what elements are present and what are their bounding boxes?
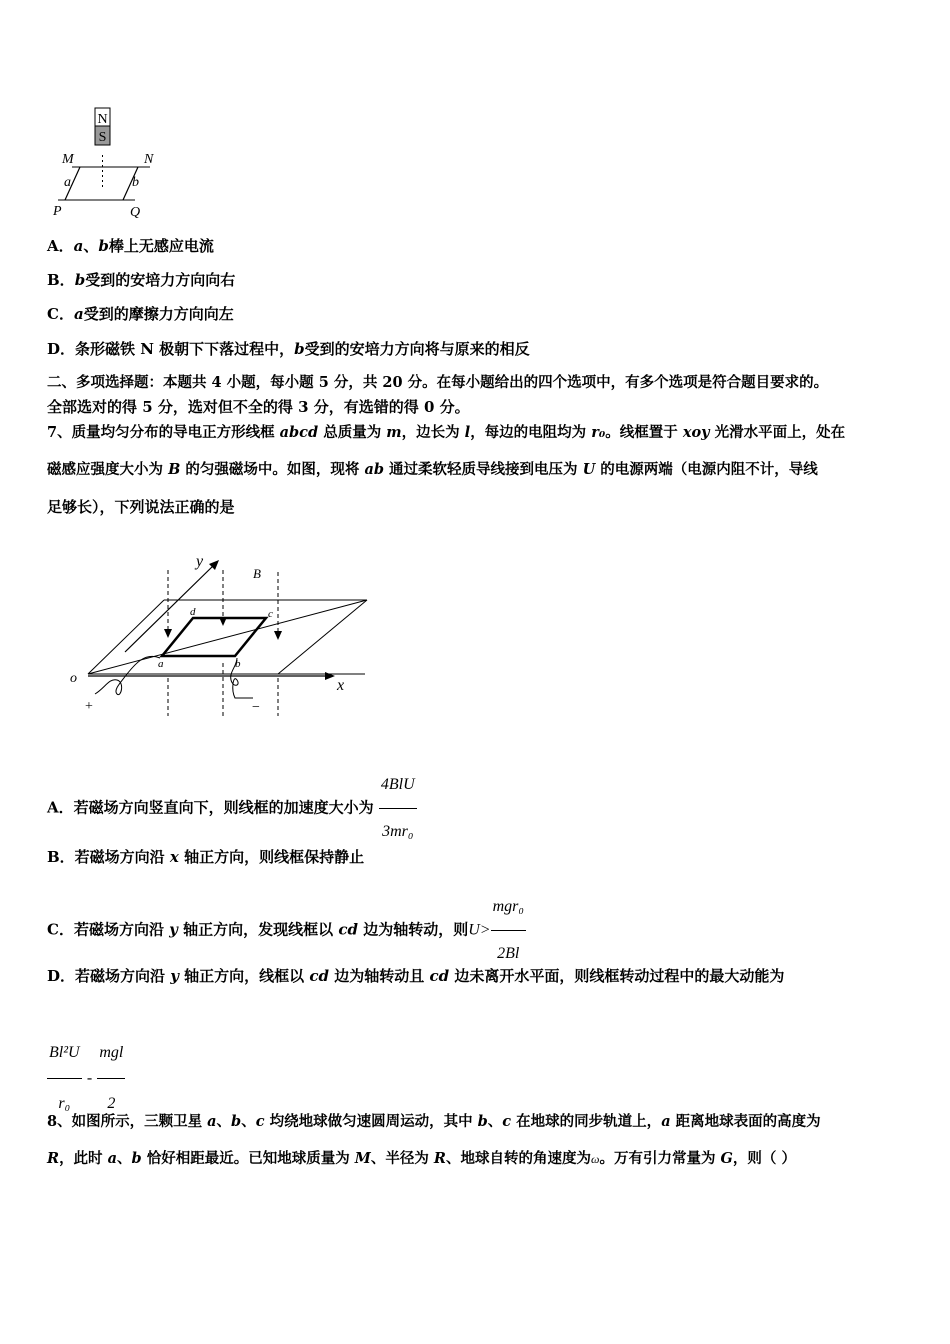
section-heading: 二、多项选择题：本题共 4 小题，每小题 5 分，共 20 分。在每小题给出的四个选项中，有多个选项是符合题目要求的。 (47, 374, 829, 391)
vertex-b-label: b (235, 658, 241, 670)
plus-terminal-label: + (85, 699, 93, 714)
q8-stem-line2: R，此时 a、b 恰好相距最近。已知地球质量为 M、半径为 R、地球自转的角速度为ω。万有引力常量为 G，则（ ） (47, 1150, 796, 1167)
label-b: b (132, 175, 139, 190)
fraction-d1: $\frac{\text{Bl²U}}{\text{r₀}}$ (47, 1028, 82, 1129)
magnet-s-label: S (98, 130, 107, 145)
q7-option-c: C．若磁场方向沿 y 轴正方向，发现线框以 cd 边为轴转动，则U> $\frac{\text{mgr₀}}{2Bl}$ (47, 884, 526, 977)
label-N: N (144, 152, 154, 167)
label-a: a (64, 175, 71, 190)
q6-option-d: D．条形磁铁 N 极朝下下落过程中，b受到的安培力方向将与原来的相反 (47, 340, 530, 358)
field-B-label: B (253, 566, 261, 581)
q6-option-a: A．a、b棒上无感应电流 (47, 237, 214, 255)
fraction-d2: $\frac{\text{mgl}}{2}$ (97, 1028, 125, 1129)
frame-field-figure (65, 548, 385, 720)
vertex-c-label: c (268, 608, 273, 620)
q7-stem-line3: 足够长），下列说法正确的是 (47, 498, 235, 516)
q7-stem-line1: 7、质量均匀分布的导电正方形线框 abcd 总质量为 m，边长为 l，每边的电阻均为 r₀。线框置于 xoy 光滑水平面上，处在 (47, 424, 846, 441)
q7-stem-line2: 磁感应强度大小为 B 的匀强磁场中。如图，现将 ab 通过柔软轻质导线接到电压为 U 的电源两端（电源内阻不计，导线 (47, 461, 818, 478)
label-Q: Q (130, 205, 141, 220)
q7-option-d-expression: $\frac{\text{Bl²U}}{\text{r₀}}$ - $\frac{\text{mgl}}{2}$ (47, 1028, 125, 1129)
q8-stem-line1: 8、如图所示，三颗卫星 a、b、c 均绕地球做匀速圆周运动，其中 b、c 在地球的同步轨道上，a 距离地球表面的高度为 (47, 1113, 821, 1130)
label-P: P (53, 204, 62, 219)
magnet-n-label: N (97, 112, 108, 127)
fraction-a: $\frac{\text{4BlU}}{\text{3mr₀}}$ (379, 762, 417, 855)
section-scoring: 全部选对的得 5 分，选对但不全的得 3 分，有选错的得 0 分。 (47, 398, 470, 416)
q7-option-a: A．若磁场方向竖直向下，则线框的加速度大小为 $\frac{\text{4BlU}}{\text{3mr₀}}$ (47, 762, 417, 855)
q7-option-d: D．若磁场方向沿 y 轴正方向，线框以 cd 边为轴转动且 cd 边未离开水平面，则线框转动过程中的最大动能为 (47, 967, 785, 985)
origin-label: o (70, 671, 77, 686)
axis-y-label: y (196, 553, 204, 570)
label-M: M (62, 152, 74, 167)
vertex-a-label: a (158, 658, 164, 670)
axis-x-label: x (337, 677, 345, 694)
magnet-rails-figure (50, 100, 170, 225)
q6-option-b: B．b受到的安培力方向向右 (47, 271, 236, 289)
fraction-c: $\frac{\text{mgr₀}}{2Bl}$ (491, 884, 526, 977)
q7-option-b: B．若磁场方向沿 x 轴正方向，则线框保持静止 (47, 848, 365, 866)
vertex-d-label: d (190, 606, 196, 618)
q6-option-c: C．a受到的摩擦力方向向左 (47, 305, 234, 323)
minus-terminal-label: − (252, 700, 260, 715)
